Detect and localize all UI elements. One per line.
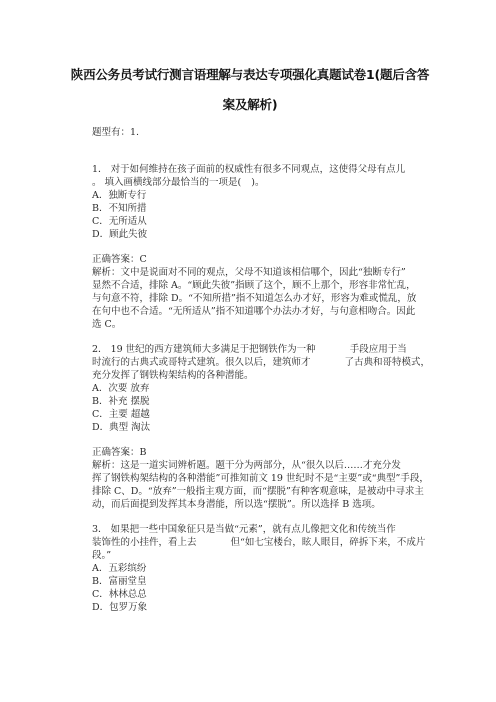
- q2-explanation-line-3: 排除 C、D。“放弃”一般指主观方面，而“摆脱”有种客观意味，是被动中寻求主: [92, 486, 424, 497]
- q1-explanation-line-1: 解析：文中是说面对不同的观点，父母不知道该相信哪个，因此“独断专行”: [92, 267, 406, 278]
- q3-stem-line-3: 段。”: [92, 550, 112, 561]
- q1-stem-line-2: [92, 177, 264, 189]
- q1-stem-line-1: 1． 对于如何维持在孩子面前的权威性有很多不同观点，这使得父母有点儿: [92, 164, 406, 175]
- q2-option-b: B．补充 摆脱: [92, 396, 150, 407]
- q1-explanation-line-2: 显然不合适，排除 A。“顾此失彼”指顾了这个，顾不上那个，形容非常忙乱，: [92, 280, 416, 291]
- q2-stem-line-3: 充分发挥了钢铁构架结构的各种潜能。: [92, 370, 254, 381]
- q1-explanation-line-5: 选 C。: [92, 319, 122, 330]
- q3-stem-line-1: 3． 如果把一些中国象征只是当做“元素”，就有点儿像把文化和传统当作: [92, 524, 396, 535]
- q1-option-d: D．顾此失彼: [92, 229, 148, 240]
- q2-explanation-line-1: 解析：这是一道实词辨析题。题干分为两部分，从“很久以后……才充分发: [92, 460, 401, 471]
- q1-option-c: C．无所适从: [92, 216, 147, 227]
- q1-correct-answer: 正确答案：C: [92, 254, 147, 265]
- q3-option-b: B．富丽堂皇: [92, 576, 147, 587]
- q3-option-d: D．包罗万象: [92, 602, 148, 613]
- q3-stem-line-2-part-b: 但“如七宝楼台，眩人眼目，碎拆下来，不成片: [230, 537, 426, 548]
- q1-explanation-line-4: 在句中也不合适。“无所适从”指不知道哪个办法办才好，与句意相吻合。因此: [92, 306, 416, 317]
- question-type-label: 题型有：1.: [92, 127, 140, 138]
- q2-stem-line-1-part-b: 手段应用于当: [349, 344, 407, 355]
- q3-option-c: C．林林总总: [92, 589, 147, 600]
- q2-explanation-line-2: 挥了钢铁构架结构的各种潜能”可推知前文 19 世纪时不是“主要”或“典型”手段，: [92, 473, 429, 484]
- document-title-line-1: 陕西公务员考试行测言语理解与表达专项强化真题试卷1(题后含答: [70, 67, 430, 82]
- q1-stem-part-a: 。 填入画横线部分最恰当的一项是(: [92, 177, 242, 188]
- q3-stem-line-2: [92, 537, 425, 549]
- q2-stem-line-2-part-a: 时流行的古典式或哥特式建筑。很久以后，建筑师才: [92, 357, 311, 368]
- document-title-line-2: 案及解析): [222, 97, 278, 112]
- q3-stem-line-2-part-a: 装饰性的小挂件，看上去: [92, 537, 197, 548]
- q2-explanation-line-4: 动，而后面提到发挥其本身潜能，所以选“摆脱”。所以选择 B 选项。: [92, 499, 381, 510]
- q2-stem-line-2-part-b: 了古典和哥特模式，: [344, 357, 431, 368]
- q2-stem-line-1: [92, 344, 407, 356]
- q2-stem-line-2: [92, 357, 430, 369]
- q2-stem-line-1-part-a: 2． 19 世纪的西方建筑师大多满足于把钢铁作为一种: [92, 344, 316, 355]
- q2-option-a: A．次要 放弃: [92, 383, 150, 394]
- q1-explanation-line-3: 与句意不符，排除 D。“不知所措”指不知道怎么办才好，形容为难或慌乱，放: [92, 293, 417, 304]
- q2-correct-answer: 正确答案：B: [92, 447, 147, 458]
- q1-option-a: A．独断专行: [92, 190, 147, 201]
- q2-option-d: D．典型 淘汰: [92, 422, 151, 433]
- q1-stem-part-b: )。: [251, 177, 265, 188]
- q3-option-a: A．五彩缤纷: [92, 563, 147, 574]
- q2-option-c: C．主要 超越: [92, 409, 150, 420]
- q1-option-b: B．不知所措: [92, 203, 147, 214]
